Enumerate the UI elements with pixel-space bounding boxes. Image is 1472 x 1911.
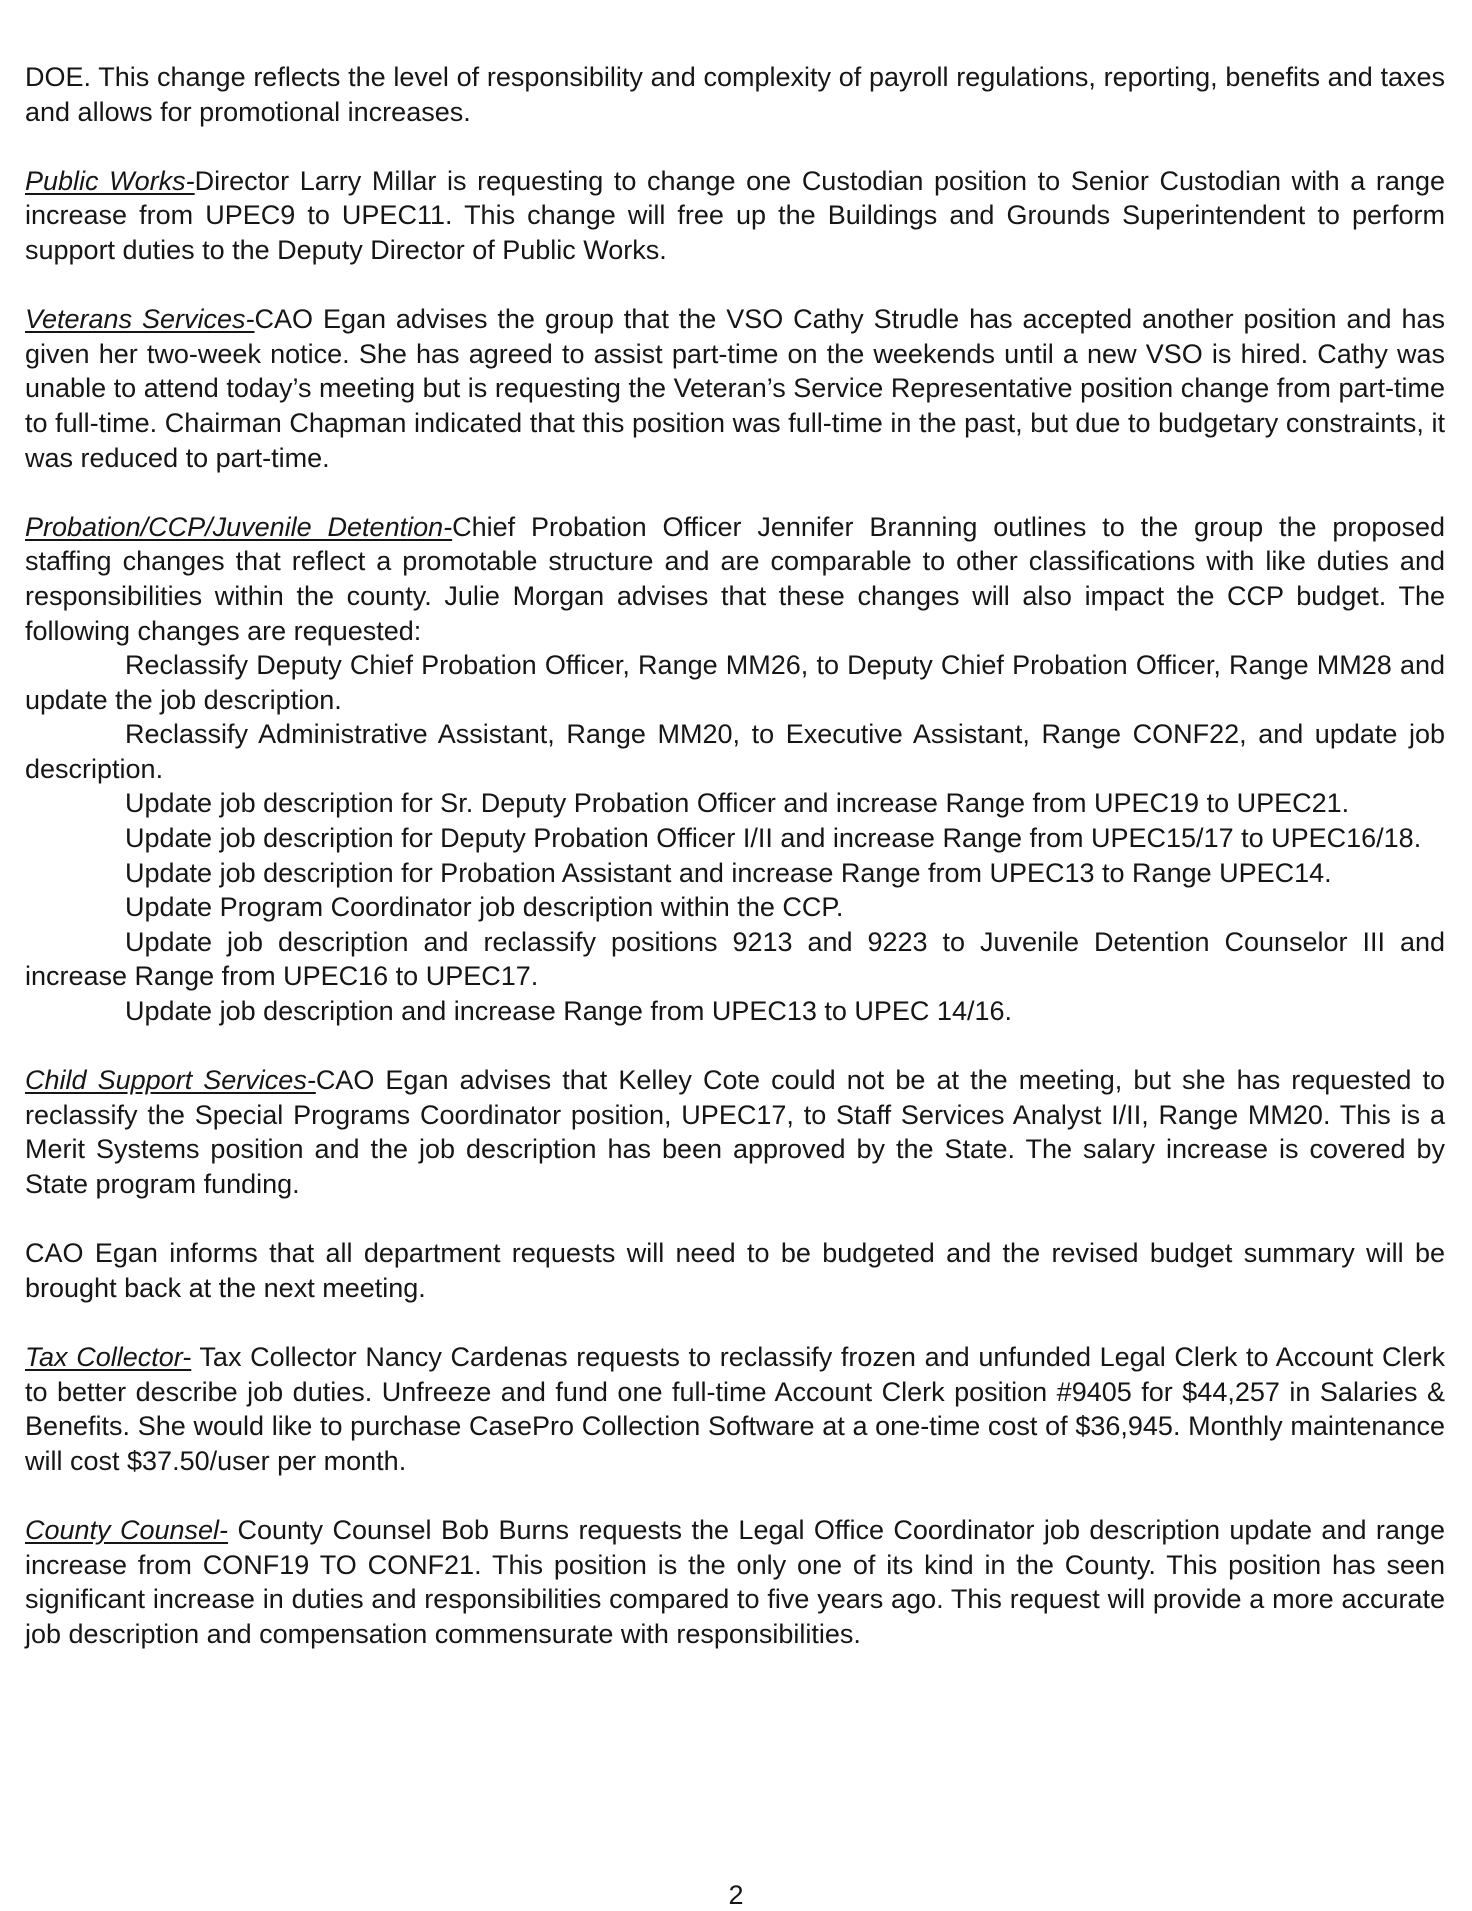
probation-text: Chief Probation Officer Jennifer Branning outlines to the group the proposed staffing changes that reflect a promotable structure and are comparable to other classifications with like duties and responsibilities within the county. Julie Morgan advises that these changes will also impact the CCP budget. The following changes are requested:	[25, 511, 1445, 646]
paragraph-gap	[25, 1202, 1445, 1237]
county-counsel-heading: County Counsel-	[25, 1514, 229, 1545]
probation-item: Update job description and increase Range from UPEC13 to UPEC 14/16.	[125, 996, 1012, 1027]
county-counsel-paragraph	[25, 1513, 1445, 1651]
probation-item: Update job description for Deputy Probation Officer I/II and increase Range from UPEC15/17 to UPEC16/18.	[125, 823, 1422, 854]
paragraph-gap	[25, 1478, 1445, 1513]
probation-heading: Probation/CCP/Juvenile Detention-	[25, 511, 453, 542]
probation-item: Update job description and reclassify positions 9213 and 9223 to Juvenile Detention Counselor III and increase Range from UPEC16 to UPEC17.	[25, 926, 1445, 992]
public-works-paragraph	[25, 164, 1445, 268]
paragraph-gap	[25, 475, 1445, 510]
child-support-text: CAO Egan advises that Kelley Cote could not be at the meeting, but she has requested to reclassify the Special Programs Coordinator position, UPEC17, to Staff Services Analyst I/II, Range MM20. This is a Merit Systems position and the job description has been approved by the State. The salary increase is covered by State program funding.	[25, 1065, 1445, 1199]
document-page	[25, 60, 1445, 1651]
tax-collector-paragraph	[25, 1340, 1445, 1478]
veterans-services-heading: Veterans Services-	[25, 304, 255, 335]
tax-collector-heading: Tax Collector-	[25, 1341, 192, 1372]
page-number: 2	[728, 1880, 744, 1910]
paragraph-gap	[25, 129, 1445, 164]
probation-item: Reclassify Administrative Assistant, Range MM20, to Executive Assistant, Range CONF22, and update job description.	[25, 719, 1445, 784]
child-support-paragraph	[25, 1063, 1445, 1201]
cao-note-paragraph: CAO Egan informs that all department requests will need to be budgeted and the revised budget summary will be brought back at the next meeting.	[25, 1238, 1445, 1303]
paragraph-gap	[25, 268, 1445, 303]
intro-paragraph: DOE. This change reflects the level of responsibility and complexity of payroll regulations, reporting, benefits and taxes and allows for promotional increases.	[25, 62, 1445, 127]
public-works-text: Director Larry Millar is requesting to change one Custodian position to Senior Custodian with a range increase from UPEC9 to UPEC11. This change will free up the Buildings and Grounds Superintendent to perform support duties to the Deputy Director of Public Works.	[25, 165, 1445, 265]
public-works-heading: Public Works-	[25, 165, 195, 196]
tax-collector-text: Tax Collector Nancy Cardenas requests to reclassify frozen and unfunded Legal Clerk to Account Clerk to better describe job duties. Unfreeze and fund one full-time Account Clerk position #9405 for $44,257 in Salaries & Benefits. She would like to purchase CasePro Collection Software at a one-time cost of $36,945. Monthly maintenance will cost $37.50/user per month.	[25, 1341, 1445, 1476]
county-counsel-text: County Counsel Bob Burns requests the Legal Office Coordinator job description update and range increase from CONF19 TO CONF21. This position is the only one of its kind in the County. This position has seen significant increase in duties and responsibilities compared to five years ago. This request will provide a more accurate job description and compensation commensurate with responsibilities.	[25, 1514, 1445, 1649]
probation-item: Update Program Coordinator job description within the CCP.	[125, 892, 844, 923]
probation-paragraph	[25, 510, 1445, 648]
veterans-services-text: CAO Egan advises the group that the VSO Cathy Strudle has accepted another position and has given her two-week notice. She has agreed to assist part-time on the weekends until a new VSO is hired. Cathy was unable to attend today’s meeting but is requesting the Veteran’s Service Representative position change from part-time to full-time. Chairman Chapman indicated that this position was full-time in the past, but due to budgetary constraints, it was reduced to part-time.	[25, 304, 1445, 473]
probation-item: Update job description for Probation Assistant and increase Range from UPEC13 to Range UPEC14.	[125, 857, 1332, 888]
paragraph-gap	[25, 1029, 1445, 1064]
probation-item: Reclassify Deputy Chief Probation Officer, Range MM26, to Deputy Chief Probation Officer, Range MM28 and update the job description.	[25, 650, 1445, 715]
child-support-heading: Child Support Services-	[25, 1065, 316, 1096]
paragraph-gap	[25, 1305, 1445, 1340]
probation-item: Update job description for Sr. Deputy Probation Officer and increase Range from UPEC19 to UPEC21.	[125, 788, 1350, 819]
veterans-services-paragraph	[25, 302, 1445, 475]
